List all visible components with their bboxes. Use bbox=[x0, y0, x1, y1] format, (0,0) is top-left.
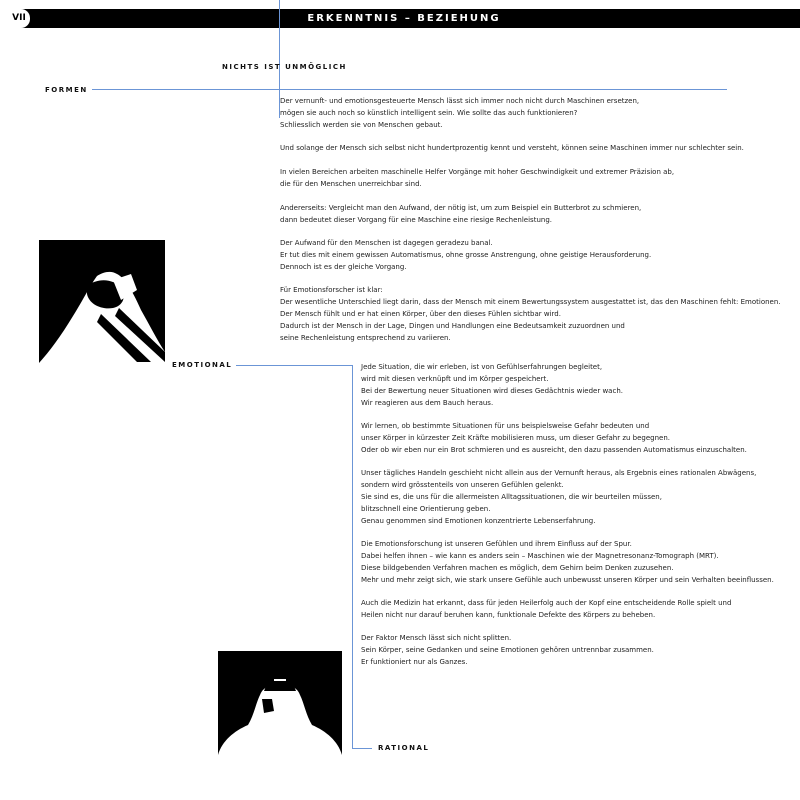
paragraph bbox=[361, 538, 774, 586]
paragraph bbox=[280, 202, 641, 226]
paragraph bbox=[361, 597, 731, 621]
text-line: Der Faktor Mensch lässt sich nicht splitten. bbox=[361, 634, 512, 642]
text-line: Heilen nicht nur darauf beruhen kann, funktionale Defekte des Körpers zu beheben. bbox=[361, 611, 656, 619]
text-line: Der wesentliche Unterschied liegt darin, dass der Mensch mit einem Bewertungssystem ausgestattet ist, das den Maschinen fehlt: Emotionen. bbox=[280, 298, 781, 306]
paragraph bbox=[280, 237, 651, 273]
figure-silhouette bbox=[39, 240, 165, 363]
header-bar bbox=[8, 9, 800, 28]
text-line: Mehr und mehr zeigt sich, wie stark unsere Gefühle auch unbewusst unseren Körper und sein Verhalten beeinflussen. bbox=[361, 576, 774, 584]
text-line: dann bedeutet dieser Vorgang für eine Maschine eine riesige Rechenleistung. bbox=[280, 216, 552, 224]
emotional-vertical-guide bbox=[352, 365, 353, 748]
text-line: Oder ob wir eben nur ein Brot schmieren und es ausreicht, den dazu passenden Automatismus einzuschalten. bbox=[361, 446, 747, 454]
paragraph bbox=[361, 632, 654, 668]
text-line: Dadurch ist der Mensch in der Lage, Dingen und Handlungen eine Bedeutsamkeit zuzuordnen und bbox=[280, 322, 625, 330]
paragraph bbox=[361, 467, 756, 527]
text-line: Genau genommen sind Emotionen konzentrierte Lebenserfahrung. bbox=[361, 517, 596, 525]
text-line: unser Körper in kürzester Zeit Kräfte mobilisieren muss, um dieser Gefahr zu begegnen. bbox=[361, 434, 671, 442]
formen-guide-line bbox=[92, 89, 727, 90]
paragraph bbox=[280, 142, 744, 154]
rational-guide-line bbox=[352, 748, 372, 749]
text-line: Auch die Medizin hat erkannt, dass für jeden Heilerfolg auch der Kopf eine entscheidende Rolle spielt und bbox=[361, 599, 732, 607]
text-line: Er funktioniert nur als Ganzes. bbox=[361, 658, 468, 666]
chapter-title: ERKENNTNIS – BEZIEHUNG bbox=[307, 13, 501, 24]
text-line: Unser tägliches Handeln geschieht nicht allein aus der Vernunft heraus, als Ergebnis eines rationalen Abwägens, bbox=[361, 469, 757, 477]
headline: NICHTS IST UNMÖGLICH bbox=[222, 63, 347, 71]
text-line: Die Emotionsforschung ist unseren Gefühlen und ihrem Einfluss auf der Spur. bbox=[361, 540, 632, 548]
text-line: Der Aufwand für den Menschen ist dagegen geradezu banal. bbox=[280, 239, 493, 247]
label-formen: FORMEN bbox=[45, 86, 88, 94]
label-rational: RATIONAL bbox=[378, 744, 430, 752]
text-line: wird mit diesen verknüpft und im Körper gespeichert. bbox=[361, 375, 549, 383]
paragraph bbox=[280, 166, 674, 190]
emotional-silhouette-image bbox=[39, 240, 165, 363]
paragraph bbox=[361, 361, 623, 409]
text-line: Bei der Bewertung neuer Situationen wird dieses Gedächtnis wieder wach. bbox=[361, 387, 623, 395]
text-line: Wir lernen, ob bestimmte Situationen für uns beispielsweise Gefahr bedeuten und bbox=[361, 422, 650, 430]
text-line: Wir reagieren aus dem Bauch heraus. bbox=[361, 399, 494, 407]
text-line: Dabei helfen ihnen – wie kann es anders sein – Maschinen wie der Magnetresonanz-Tomograph (MRT). bbox=[361, 552, 719, 560]
text-line: Der vernunft- und emotionsgesteuerte Mensch lässt sich immer noch nicht durch Maschinen ersetzen, bbox=[280, 97, 640, 105]
text-line: Andererseits: Vergleicht man den Aufwand, der nötig ist, um zum Beispiel ein Butterbrot zu schmieren, bbox=[280, 204, 642, 212]
chapter-number: VII bbox=[8, 9, 30, 28]
paragraph bbox=[280, 284, 781, 344]
text-line: Für Emotionsforscher ist klar: bbox=[280, 286, 383, 294]
text-line: Diese bildgebenden Verfahren machen es möglich, dem Gehirn beim Denken zuzusehen. bbox=[361, 564, 674, 572]
text-line: Sein Körper, seine Gedanken und seine Emotionen gehören untrennbar zusammen. bbox=[361, 646, 654, 654]
label-emotional: EMOTIONAL bbox=[172, 361, 233, 369]
text-line: mögen sie auch noch so künstlich intelligent sein. Wie sollte das auch funktionieren? bbox=[280, 109, 578, 117]
text-line: Der Mensch fühlt und er hat einen Körper, über den dieses Fühlen sichtbar wird. bbox=[280, 310, 561, 318]
text-line: sondern wird grösstenteils von unseren Gefühlen gelenkt. bbox=[361, 481, 564, 489]
text-line: Schliesslich werden sie von Menschen gebaut. bbox=[280, 121, 443, 129]
text-line: Jede Situation, die wir erleben, ist von Gefühlserfahrungen begleitet, bbox=[361, 363, 603, 371]
emotional-guide-line bbox=[236, 365, 353, 366]
text-line: Und solange der Mensch sich selbst nicht hundertprozentig kennt und versteht, können seine Maschinen immer nur schlechter sein. bbox=[280, 144, 744, 152]
text-line: Dennoch ist es der gleiche Vorgang. bbox=[280, 263, 407, 271]
text-line: In vielen Bereichen arbeiten maschinelle Helfer Vorgänge mit hoher Geschwindigkeit und extremer Präzision ab, bbox=[280, 168, 675, 176]
text-line: Er tut dies mit einem gewissen Automatismus, ohne grosse Anstrengung, ohne geistige Herausforderung. bbox=[280, 251, 652, 259]
figure-silhouette bbox=[218, 651, 342, 786]
rational-silhouette-image bbox=[218, 651, 342, 786]
paragraph bbox=[361, 420, 747, 456]
text-line: Sie sind es, die uns für die allermeisten Alltagssituationen, die wir beurteilen müssen, bbox=[361, 493, 662, 501]
paragraph bbox=[280, 95, 639, 131]
text-line: seine Rechenleistung entsprechend zu variieren. bbox=[280, 334, 451, 342]
text-line: die für den Menschen unerreichbar sind. bbox=[280, 180, 422, 188]
text-line: blitzschnell eine Orientierung geben. bbox=[361, 505, 491, 513]
